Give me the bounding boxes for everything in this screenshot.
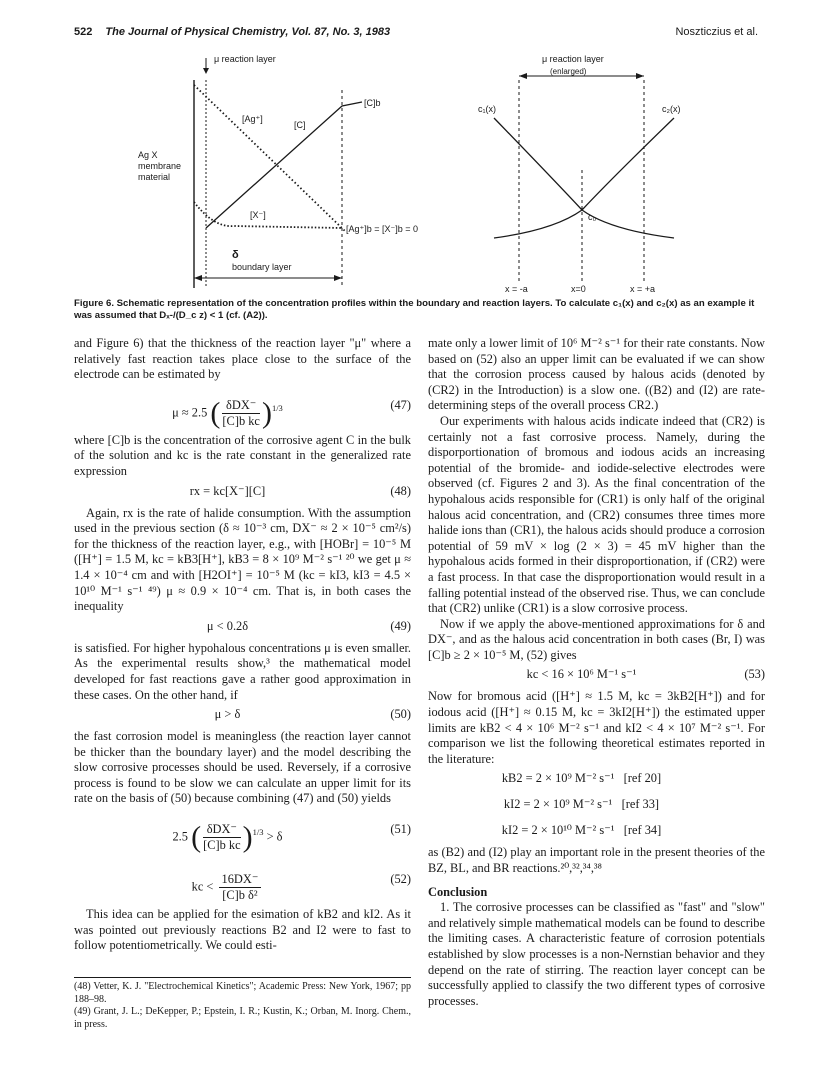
paragraph: This idea can be applied for the esimation of kB2 and kI2. As it was pointed out previously reactions B2 and I2 were to fast to follow potentiometrically. We could esti- <box>74 907 411 953</box>
eq51-rhs: > δ <box>266 829 283 844</box>
eq52-number: (52) <box>390 872 411 887</box>
eq51-denominator: [C]b kc <box>203 838 241 853</box>
footnote-48: (48) Vetter, K. J. "Electrochemical Kinetics"; Academic Press: New York, 1967; pp 188–98. <box>74 981 411 1005</box>
c1-curve <box>494 118 674 238</box>
eq47-number: (47) <box>390 397 411 412</box>
eq53-expression: kc < 16 × 10⁶ M⁻¹ s⁻¹ <box>526 667 637 682</box>
left-column <box>74 336 411 954</box>
lit-expression: kB2 = 2 × 10⁹ M⁻² s⁻¹ <box>501 771 615 786</box>
eq50-number: (50) <box>390 707 411 722</box>
lit-reference: [ref 33] <box>621 797 660 812</box>
equality-label: [Ag⁺]b = [X⁻]b = 0 <box>346 224 419 234</box>
equation-53 <box>428 663 765 689</box>
eq47-denominator: [C]b kc <box>222 413 260 428</box>
x-tick-plus-a: x = +a <box>630 284 656 294</box>
eq52-fraction <box>219 872 262 903</box>
section-heading-conclusion: Conclusion <box>428 884 488 899</box>
c-bulk-label: [C]b <box>364 98 381 108</box>
paragraph: 1. The corrosive processes can be classified as "fast" and "slow" and relatively simple mathematical models can be found to describe the limiting cases. A characteristic feature of corrosion potentials established by slow processes is a non-Nernstian behavior and they depend on the rate of stirring. The reaction layer concept can be successfully applied to classify the two different types of corrosive processes. <box>428 900 765 1008</box>
boundary-arrow-right-head <box>334 275 342 281</box>
reaction-layer-arrow <box>203 68 209 74</box>
equation-48 <box>74 480 411 506</box>
eq52-numerator: 16DX⁻ <box>219 872 262 888</box>
eq47-exponent: 1/3 <box>271 403 283 413</box>
page-header <box>74 26 758 42</box>
eq49-number: (49) <box>390 618 411 633</box>
paragraph: and Figure 6) that the thickness of the reaction layer "μ" where a relatively fast reaction takes place close to the surface of the electrode can be estimated by <box>74 336 411 382</box>
equation-51: 2.5 ( $\frac{\text{δDX⁻}}{\text{[C]b kc}}$ )$^{1/3}$ > δ (51) <box>172 820 411 854</box>
equation-49 <box>74 615 411 641</box>
paragraph: Now if we apply the above-mentioned approximations for δ and DX⁻, and as the halous acid concentration in both cases (Br, I) was [C]b ≥ 2 × 10⁻⁵ M, (52) gives <box>428 616 765 662</box>
c2-curve <box>494 118 674 238</box>
figure-6-diagram <box>74 50 764 294</box>
right-arrow-right-head <box>636 73 644 79</box>
eq49-expression: μ < 0.2δ <box>206 618 249 633</box>
equation-47: μ ≈ 2.5 ( $\frac{\text{δDX⁻}}{\text{[C]b kc}}$ )$^{1/3}$ (47) <box>172 396 411 430</box>
eq52-lhs: kc < <box>191 879 214 894</box>
right-arrow-left-head <box>519 73 527 79</box>
eq50-expression: μ > δ <box>214 707 241 722</box>
footnote-49: (49) Grant, J. L.; DeKepper, P.; Epstein, I. R.; Kustin, K.; Orban, M. Inorg. Chem., in press. <box>74 1006 411 1030</box>
lit-reference: [ref 34] <box>623 823 662 838</box>
ag-profile-curve <box>194 85 346 232</box>
c2-label: c₂(x) <box>662 104 681 114</box>
paragraph: where [C]b is the concentration of the corrosive agent C in the bulk of the solution and kc is the rate constant in the generalized rate expression <box>74 432 411 478</box>
figure-caption: Figure 6. Schematic representation of the concentration profiles within the boundary and reaction layers. To calculate c₁(x) and c₂(x) as an example it was assumed that Dₓ-/(D_c z) < 1 (cf. (A2)). <box>74 298 755 321</box>
literature-estimate <box>428 819 765 845</box>
equation-50 <box>74 703 411 729</box>
x-tick-minus-a: x = -a <box>505 284 528 294</box>
paragraph: Now for bromous acid ([H⁺] ≈ 1.5 M, kc = 3kB2[H⁺]) and for iodous acid ([H⁺] ≈ 0.15 M, kc = 3kI2[H⁺]) the estimated upper limits are kB2 < 4 × 10⁶ M⁻² s⁻¹ and kI2 < 4 × 10⁷ M⁻² s⁻¹. For comparison we list the following theoretical estimates reported in the literature: <box>428 689 765 766</box>
page-number: 522 <box>74 26 93 38</box>
right-reaction-layer-label: μ reaction layer <box>542 54 604 64</box>
boundary-layer-label: boundary layer <box>232 262 292 272</box>
x-tick-zero: x=0 <box>571 284 586 294</box>
lit-reference: [ref 20] <box>623 771 662 786</box>
right-column <box>428 336 765 1009</box>
enlarged-label: (enlarged) <box>550 67 587 76</box>
paragraph: Our experiments with halous acids indicate indeed that (CR2) is certainly not a fast corrosive process. Namely, during the disporportionation of bromous and iodous acids an increasing potential of the bromide- and iodide-selective electrodes were observed (cf. Figures 2 and 3). As the final concentration of the hypohalous acids responsible for (CR1) is only half of the original halous acid concentration, and (CR2) consumes three times more halide ions than (CR1), the halous acids should produce a corrosion potential of 59 mV × log (2 × 3) = 45 mV higher than the hypohalous acids formed in their disproportionation, if (CR2) were a fast process. In that case the disproportionation would result in a falling potential instead of the observed rise. Thus, we can conclude that (CR2) unlike (CR1) is a slow corrosive process. <box>428 413 765 616</box>
eq52-denominator: [C]b δ² <box>222 888 258 903</box>
membrane-label: Ag X membrane material <box>138 150 182 182</box>
paragraph: as (B2) and (I2) play an important role in the present theories of the BZ, BL, and BR reactions.²⁰,³²,³⁴,³⁸ <box>428 845 765 876</box>
ag-label: [Ag⁺] <box>242 114 263 124</box>
eq51-number: (51) <box>390 822 411 837</box>
boundary-arrow-left-head <box>194 275 202 281</box>
c1-label: c₁(x) <box>478 104 497 114</box>
eq51-exponent: 1/3 <box>252 827 264 838</box>
header-authors: Noszticzius et al. <box>675 26 758 38</box>
paragraph: Again, rx is the rate of halide consumption. With the assumption used in the previous section (δ ≈ 10⁻³ cm, DX⁻ ≈ 2 × 10⁻⁵ cm²/s) for the thickness of the reaction layer, e.g., with [HOBr] = 10⁻⁵ M ([H⁺] = 1.5 M, kc = kB3[H⁺], kB3 = 8 × 10⁹ M⁻² s⁻¹ ²⁰ we get μ ≈ 1.4 × 10⁻⁴ cm and with [H2OI⁺] = 10⁻⁵ M (kc = kI3, kI3 = 4.5 × 10¹⁰ M⁻¹ s⁻¹ ⁴⁹) μ ≈ 0.9 × 10⁻⁴ cm. That is, in both cases the inequality <box>74 505 411 614</box>
paragraph: mate only a lower limit of 10⁶ M⁻² s⁻¹ for their rate constants. Now based on (52) also an upper limit can be evaluated if we can show that the corrosion process caused by halous acids (denoted by (CR2) in the Introduction) is a slow one. ((B2) and (I2) are rate-determining steps of the overall process CR2.) <box>428 336 765 413</box>
x-profile-curve <box>194 202 342 228</box>
equation-52 <box>74 857 411 907</box>
paragraph: is satisfied. For higher hypohalous concentrations μ is even smaller. As the experimental results show,³ the mathematical model developed for fast reactions gave a rather good approximation in these cases. On the other hand, if <box>74 640 411 702</box>
c-label: [C] <box>294 120 306 130</box>
delta-label: δ <box>232 249 239 261</box>
left-reaction-layer-label: μ reaction layer <box>214 54 276 64</box>
eq47-numerator: δDX⁻ <box>222 398 260 414</box>
lit-expression: kI2 = 2 × 10⁹ M⁻² s⁻¹ <box>503 797 613 812</box>
literature-estimate <box>428 767 765 793</box>
eq51-lhs: 2.5 <box>172 829 188 844</box>
eq53-number: (53) <box>744 667 765 682</box>
c0-label: c₀ <box>588 212 597 222</box>
eq48-number: (48) <box>390 483 411 498</box>
lit-expression: kI2 = 2 × 10¹⁰ M⁻² s⁻¹ <box>501 823 615 838</box>
x-label: [X⁻] <box>250 210 266 220</box>
eq51-numerator: δDX⁻ <box>203 822 241 838</box>
c-profile-curve <box>206 102 362 228</box>
journal-title: The Journal of Physical Chemistry, Vol. 87, No. 3, 1983 <box>105 26 391 38</box>
literature-estimate <box>428 793 765 819</box>
eq51-fraction <box>203 822 241 853</box>
header-left <box>74 26 390 38</box>
footnotes <box>74 977 411 1031</box>
eq47-lhs: μ ≈ 2.5 <box>172 405 208 420</box>
eq47-fraction <box>222 398 260 429</box>
eq48-expression: rx = kc[X⁻][C] <box>189 483 266 498</box>
figure-6 <box>74 50 764 294</box>
paragraph: the fast corrosion model is meaningless (the reaction layer cannot be thicker than the boundary layer) and the model describing the slow corrosive processes should be used. Reversely, if a corrosive process is found to be slow we can calculate an upper limit for its rate on the basis of (50) because combining (47) and (50) yields <box>74 729 411 806</box>
